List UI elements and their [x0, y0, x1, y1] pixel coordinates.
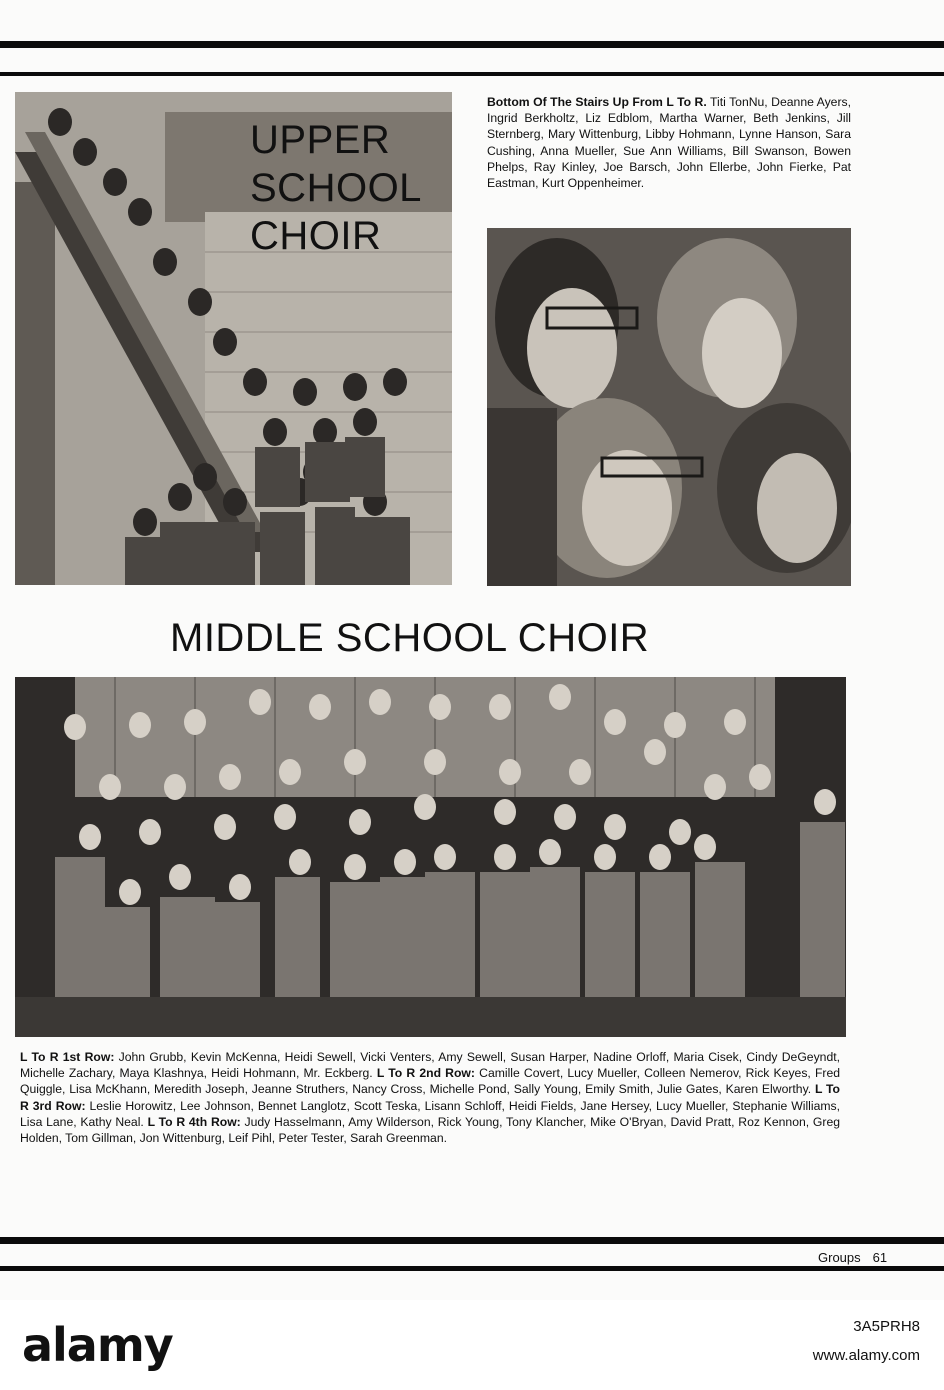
row-label: L To R 2nd Row:	[376, 1066, 475, 1081]
middle-choir-caption	[20, 1049, 840, 1146]
row-names: John Grubb, Kevin McKenna, Heidi Sewell, Vicki Venters, Amy Sewell, Susan Harper, Nadine Orloff, Maria Cisek, Cindy DeGeyndt, Michelle Zachary, Maya Klashnya, Heidi Hohmann, Mr. Eckberg.	[20, 1050, 840, 1081]
page-number: 61	[872, 1250, 888, 1265]
alamy-logo: alamy	[22, 1318, 173, 1372]
page-footer	[818, 1250, 899, 1265]
row-label: L To R 1st Row:	[20, 1050, 115, 1064]
middle-school-choir-title: MIDDLE SCHOOL CHOIR	[170, 616, 650, 660]
row-label: L To R 4th Row:	[147, 1114, 241, 1129]
upper-choir-caption	[487, 94, 851, 191]
top-rule-thin	[0, 72, 944, 76]
watermark-bar	[0, 1300, 944, 1390]
caption-lead: Bottom Of The Stairs Up From L To R.	[487, 95, 707, 109]
site-url: www.alamy.com	[812, 1347, 920, 1364]
top-rule-thick	[0, 41, 944, 48]
middle-choir-group-photo	[15, 677, 846, 1037]
row-names: Leslie Horowitz, Lee Johnson, Bennet Langlotz, Scott Teska, Lisann Schloff, Heidi Fields, Jane Hersey, Lucy Mueller, Stephanie Williams, Lisa Lane, Kathy Neal.	[20, 1098, 841, 1129]
bottom-rule-thin	[0, 1266, 944, 1271]
section-label: Groups	[818, 1250, 861, 1265]
caption-names: Titi TonNu, Deanne Ayers, Ingrid Berkholtz, Liz Edblom, Martha Warner, Beth Jenkins, Jill Sternberg, Mary Wittenburg, Libby Hohmann, Lynne Hanson, Sara Cushing, Anna Mueller, Sue Ann Williams, Bill Swanson, Bowen Phelps, Ray Kinley, Joe Barsch, John Ellerbe, John Fierke, Pat Eastman, Kurt Oppenheimer.	[487, 95, 852, 191]
row-names: Camille Covert, Lucy Mueller, Colleen Nemerov, Rick Keyes, Fred Quiggle, Lisa McKhann, Meredith Joseph, Jeanne Struthers, Nancy Cross, Michelle Pond, Sally Young, Emily Smith, Julie Gates, Karen Elworthy.	[20, 1066, 841, 1097]
row-names: Judy Hasselmann, Amy Wilderson, Rick Young, Tony Klancher, Mike O'Bryan, David Pratt, Roz Kennon, Greg Holden, Tom Gillman, Jon Wittenburg, Leif Pihl, Peter Tester, Sarah Greenman.	[20, 1114, 841, 1146]
upper-school-choir-title: UPPER SCHOOL CHOIR	[250, 118, 422, 258]
bottom-rule-thick	[0, 1237, 944, 1244]
row-label: L To R 3rd Row:	[20, 1082, 840, 1113]
singers-closeup-photo	[487, 228, 851, 586]
image-id: 3A5PRH8	[853, 1318, 920, 1335]
